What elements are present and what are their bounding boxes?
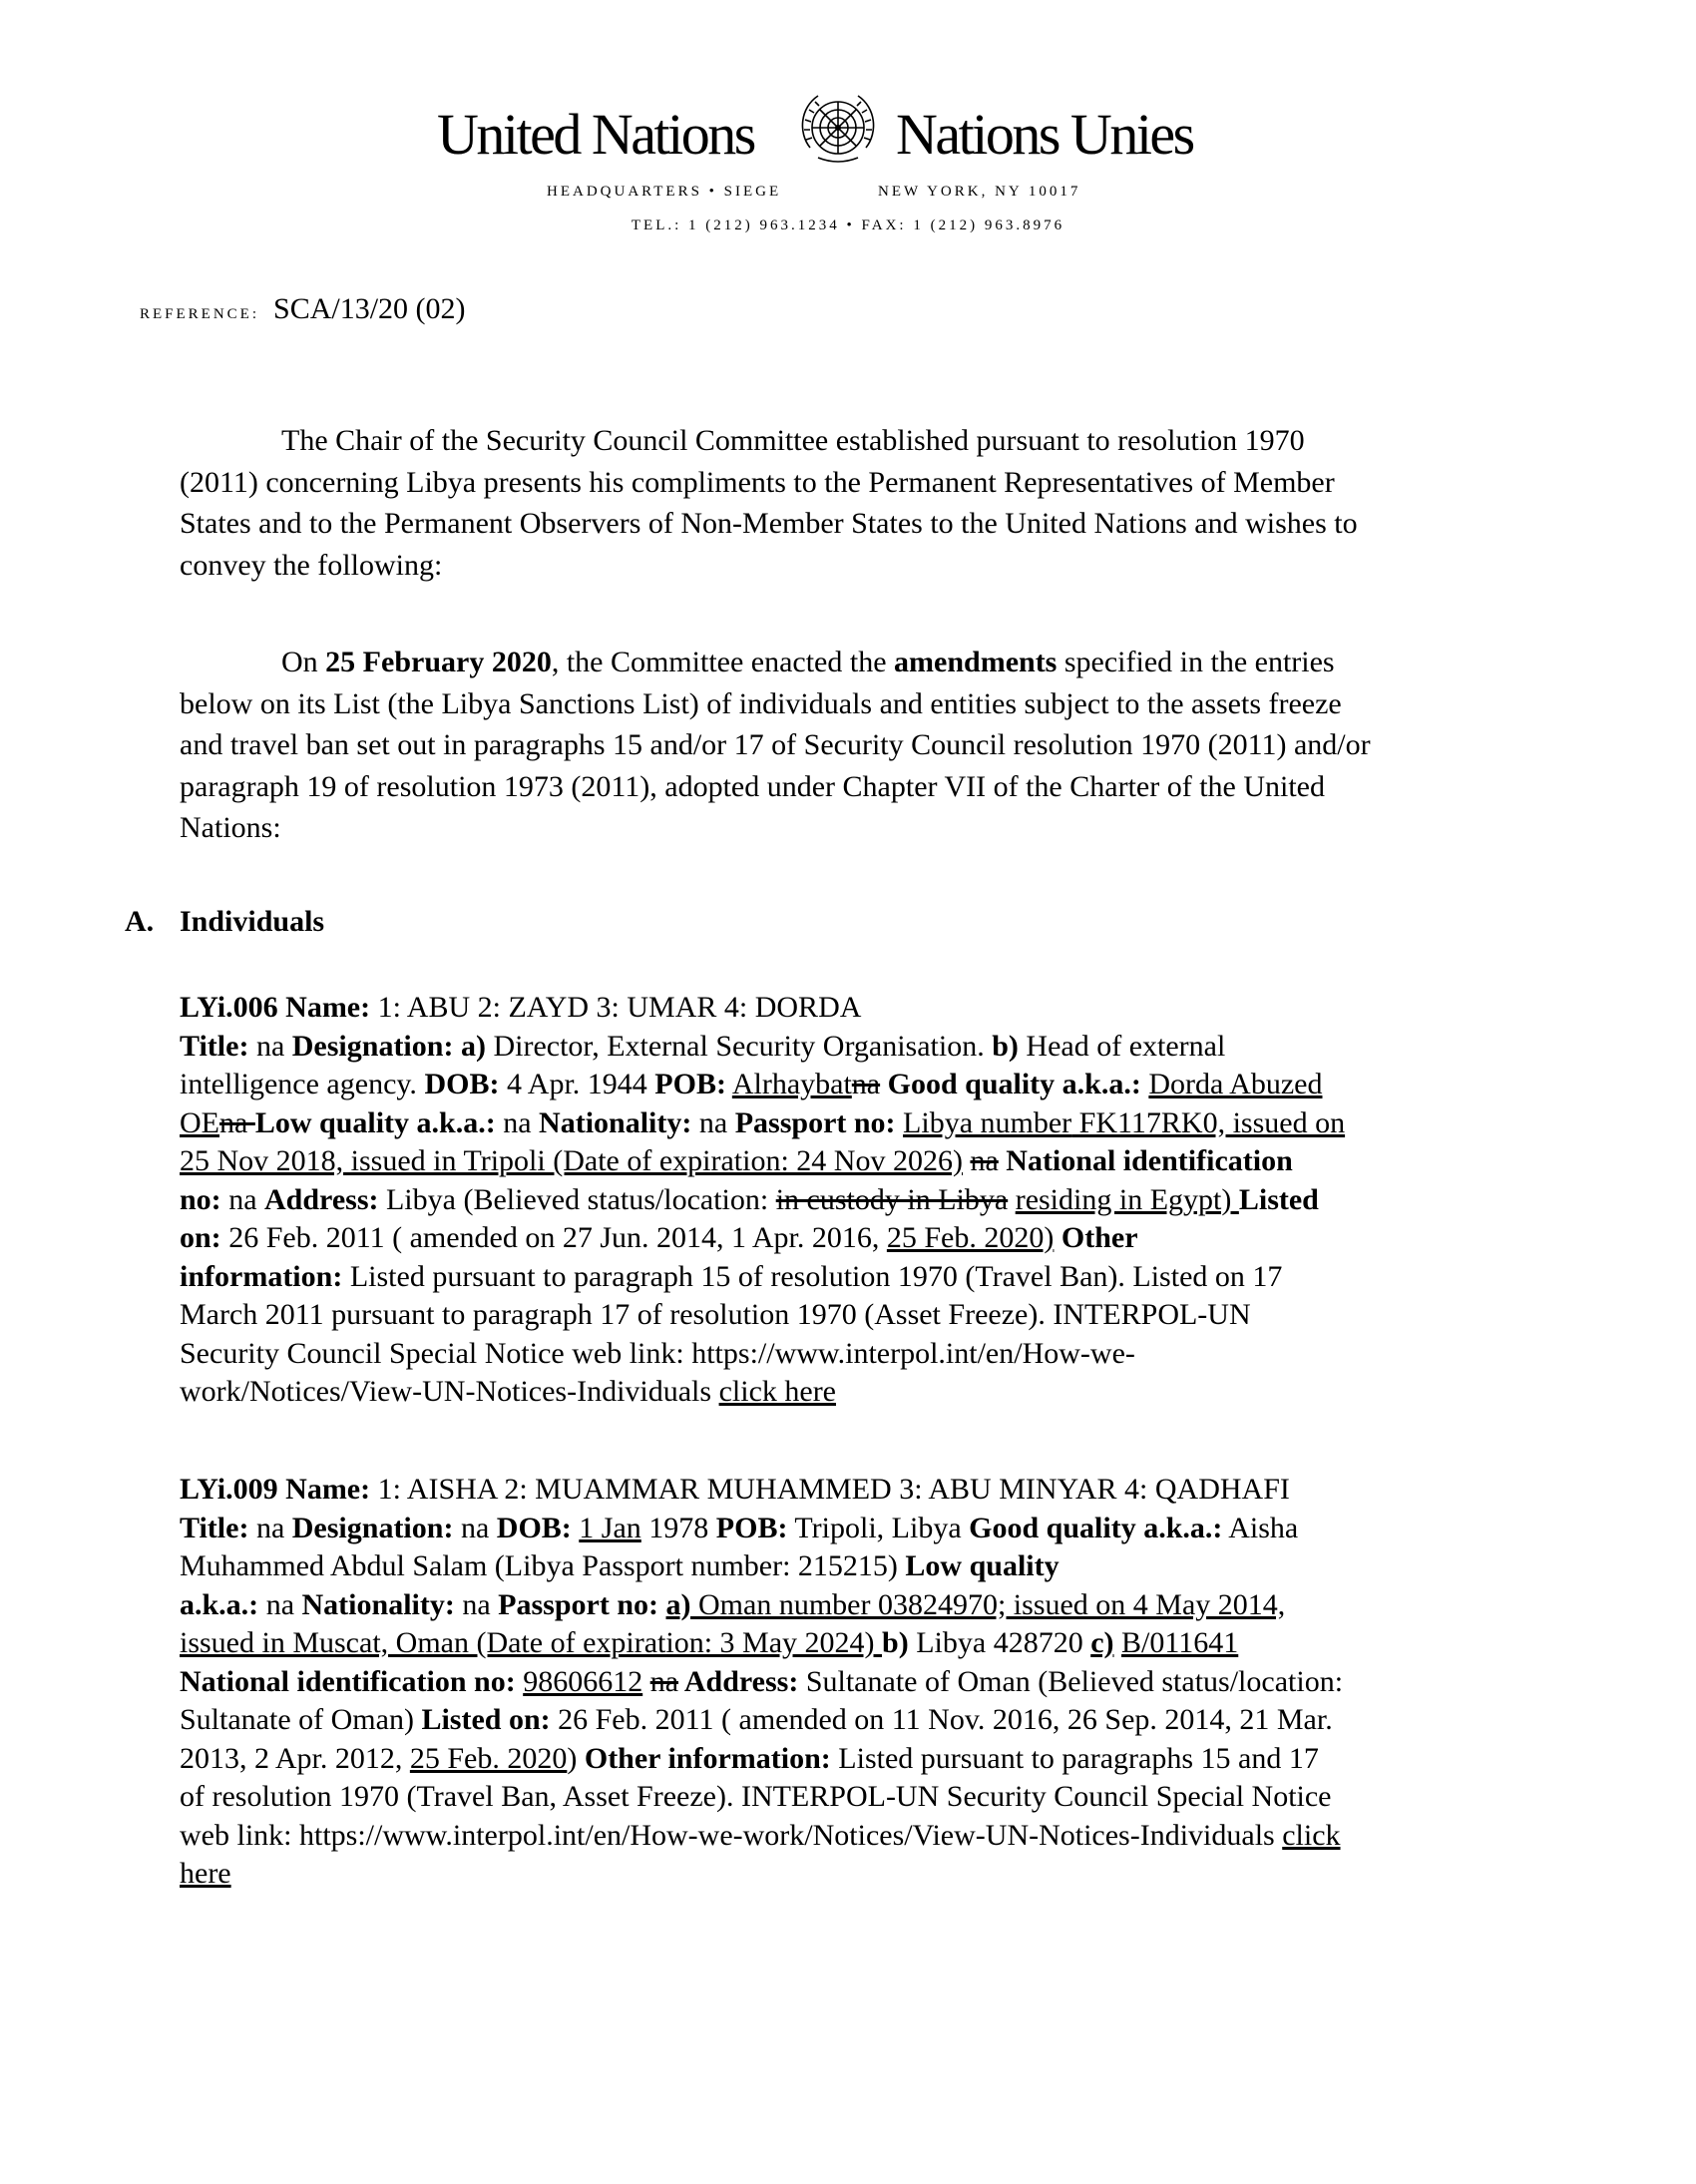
entry-id: LYi.006	[180, 991, 278, 1024]
amendment-paragraph: On 25 February 2020, the Committee enacted the amendments specified in the entries below on its List (the Libya Sanctions List) of individuals and entities subject to the assets freeze and travel ban set out in paragraphs 15 and/or 17 of Security Council resolution 1970 (2011) and/or paragraph 19 of resolution 1973 (2011), adopted under Chapter VII of the Charter of the United Nations:	[180, 646, 1371, 844]
click-here-link[interactable]: click here	[718, 1375, 836, 1408]
letterhead-tel-fax: TEL.: 1 (212) 963.1234 • FAX: 1 (212) 963.8976	[631, 218, 1065, 233]
reference-label: REFERENCE:	[140, 306, 260, 322]
reference-value: SCA/13/20 (02)	[273, 292, 466, 325]
letterhead-headquarters: HEADQUARTERS • SIEGE	[547, 184, 782, 200]
un-emblem-icon	[788, 78, 888, 178]
letterhead-address: NEW YORK, NY 10017	[878, 184, 1081, 200]
letterhead-name-french: Nations Unies	[896, 102, 1193, 167]
section-heading-individuals: A. Individuals	[125, 905, 325, 938]
entry-id: LYi.009	[180, 1473, 278, 1506]
reference-line	[140, 292, 466, 326]
click-here-link[interactable]: click	[1282, 1818, 1341, 1852]
letterhead-name-english: United Nations	[437, 102, 754, 167]
letterhead	[0, 100, 1696, 249]
click-here-link[interactable]: here	[180, 1857, 231, 1890]
entry-lyi-006: LYi.006 Name: 1: ABU 2: ZAYD 3: UMAR 4: DORDA Title: na Designation: a) Director, External Security Organisation. b) Head of external intelligence agency. DOB: 4 Apr. 1944 POB: Alrhaybatna Good quality a.k.a.: Dorda Abuzed OEna Low quality a.k.a.: na Nationality: na Passport no: Libya number FK117RK0, issued on 25 Nov 2018, issued in Tripoli (Date of expiration: 24 Nov 2026) na National identification no: na Address: Libya (Believed status/location: in custody in Libya residing in Egypt) Listed on: 26 Feb. 2011 ( amended on 27 Jun. 2014, 1 Apr. 2016, 25 Feb. 2020) Other information: Listed pursuant to paragraph 15 of resolution 1970 (Travel Ban). Listed on 17 March 2011 pursuant to paragraph 17 of resolution 1970 (Asset Freeze). INTERPOL-UN Security Council Special Notice web link: https://www.interpol.int/en/How-we- work/Notices/View-UN-Notices-Individuals click here	[180, 991, 1346, 1408]
intro-paragraph: The Chair of the Security Council Committee established pursuant to resolution 1970 (2011) concerning Libya presents his compliments to the Permanent Representatives of Member States and to the Permanent Observers of Non-Member States to the United Nations and wishes to convey the following:	[180, 424, 1358, 582]
entry-lyi-009: LYi.009 Name: 1: AISHA 2: MUAMMAR MUHAMMED 3: ABU MINYAR 4: QADHAFI Title: na Designation: na DOB: 1 Jan 1978 POB: Tripoli, Libya Good quality a.k.a.: Aisha Muhammed Abdul Salam (Libya Passport number: 215215) Low quality a.k.a.: na Nationality: na Passport no: a) Oman number 03824970; issued on 4 May 2014, issued in Muscat, Oman (Date of expiration: 3 May 2024) b) Libya 428720 c) B/011641 National identification no: 98606612 na Address: Sultanate of Oman (Believed status/location: Sultanate of Oman) Listed on: 26 Feb. 2011 ( amended on 11 Nov. 2016, 26 Sep. 2014, 21 Mar. 2013, 2 Apr. 2012, 25 Feb. 2020) Other information: Listed pursuant to paragraphs 15 and 17 of resolution 1970 (Travel Ban, Asset Freeze). INTERPOL-UN Security Council Special Notice web link: https://www.interpol.int/en/How-we-work/Notices/View-UN-Notices-Individuals click here	[180, 1473, 1344, 1890]
amendment-date: 25 February 2020	[325, 646, 552, 678]
